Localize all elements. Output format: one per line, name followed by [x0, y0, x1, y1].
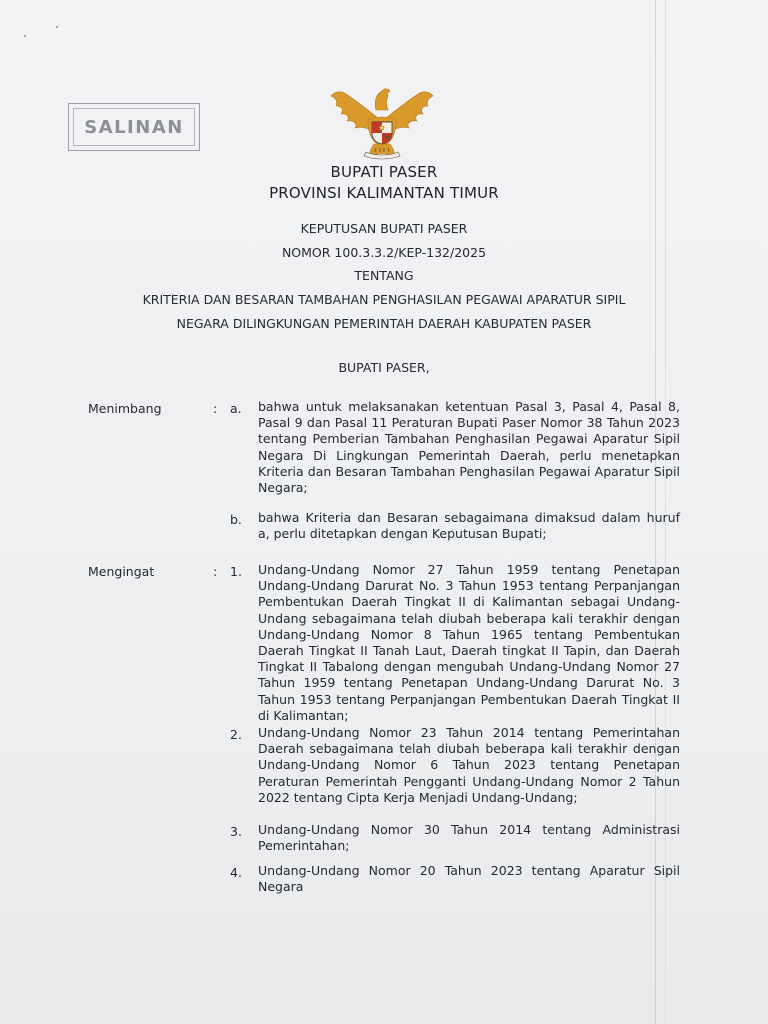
mengingat-item-4: Undang-Undang Nomor 20 Tahun 2023 tentang Aparatur Sipil Negara	[258, 863, 680, 895]
mengingat-marker: 3.	[230, 824, 242, 839]
garuda-emblem-icon	[328, 80, 436, 162]
subject-line-2: NEGARA DILINGKUNGAN PEMERINTAH DAERAH KABUPATEN PASER	[176, 316, 592, 331]
decree-type: KEPUTUSAN BUPATI PASER	[300, 221, 468, 236]
mengingat-colon: :	[213, 564, 218, 579]
menimbang-marker: b.	[230, 512, 242, 527]
mengingat-marker: 1.	[230, 564, 242, 579]
mengingat-item-2: Undang-Undang Nomor 23 Tahun 2014 tentang Pemerintahan Daerah sebagaimana telah diubah beberapa kali terakhir dengan Undang-Undang Nomor 6 Tahun 2023 tentang Penetapan Peraturan Pemerintah Pengganti Undang-Undang Nomor 2 Tahun 2022 tentang Cipta Kerja Menjadi Undang-Undang;	[258, 725, 680, 805]
menimbang-item-a: bahwa untuk melaksanakan ketentuan Pasal 3, Pasal 4, Pasal 8, Pasal 9 dan Pasal 11 Peraturan Bupati Paser Nomor 38 Tahun 2023 tentang Pemberian Tambahan Penghasilan Pegawai Aparatur Sipil Negara Di Lingkungan Pemerintah Daerah, perlu menetapkan Kriteria dan Besaran Tambahan Penghasilan Pegawai Aparatur Sipil Negara;	[258, 399, 680, 496]
menimbang-colon: :	[213, 401, 218, 416]
mengingat-marker: 4.	[230, 865, 242, 880]
scan-speck	[56, 26, 58, 28]
province-title: PROVINSI KALIMANTAN TIMUR	[269, 184, 499, 202]
decree-about: TENTANG	[354, 268, 414, 283]
mengingat-item-3: Undang-Undang Nomor 30 Tahun 2014 tentang Administrasi Pemerintahan;	[258, 822, 680, 854]
mengingat-item-1: Undang-Undang Nomor 27 Tahun 1959 tentang Penetapan Undang-Undang Darurat No. 3 Tahun 1953 tentang Perpanjangan Pembentukan Daerah Tingkat II di Kalimantan sebagai Undang-Undang sebagaimana telah diubah beberapa kali terakhir dengan Undang-Undang Nomor 8 Tahun 1965 tentang Pembentukan Daerah Tingkat II Tanah Laut, Daerah tingkat II Tapin, dan Daerah Tingkat II Tabalong dengan mengubah Undang-Undang Nomor 27 Tahun 1959 tentang Penetapan Undang-Undang Darurat No. 3 Tahun 1953 tentang Perpanjangan Pembentukan Daerah Tingkat II di Kalimantan;	[258, 562, 680, 723]
stamp-text: SALINAN	[84, 116, 184, 138]
salinan-stamp	[68, 103, 200, 151]
subject-line-1: KRITERIA DAN BESARAN TAMBAHAN PENGHASILAN PEGAWAI APARATUR SIPIL	[142, 292, 626, 307]
mengingat-label: Mengingat	[88, 564, 155, 579]
menimbang-label: Menimbang	[88, 401, 162, 416]
decree-number: NOMOR 100.3.3.2/KEP-132/2025	[281, 245, 487, 260]
menimbang-item-b: bahwa Kriteria dan Besaran sebagaimana dimaksud dalam huruf a, perlu ditetapkan dengan Keputusan Bupati;	[258, 510, 680, 542]
menimbang-marker: a.	[230, 401, 242, 416]
office-title: BUPATI PASER	[330, 163, 438, 181]
scan-speck	[24, 35, 26, 37]
issuer-title: BUPATI PASER,	[338, 360, 430, 375]
mengingat-marker: 2.	[230, 727, 242, 742]
